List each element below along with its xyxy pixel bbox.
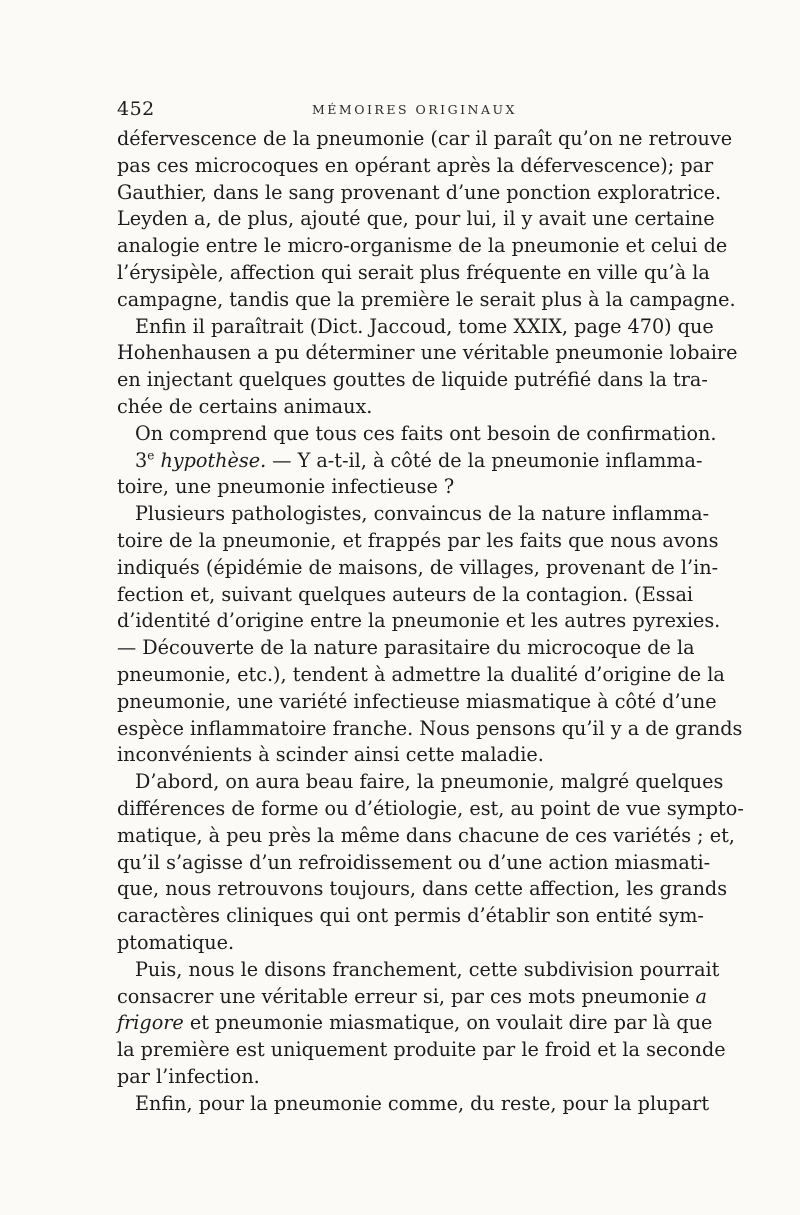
text-segment: et pneumonie miasmatique, on voulait dire par là que bbox=[183, 1011, 713, 1035]
body-text bbox=[117, 126, 744, 1117]
text-line bbox=[117, 1091, 710, 1118]
text-segment: pas ces microcoques en opérant après la défervescence); par bbox=[117, 153, 714, 177]
text-segment: D’abord, on aura beau faire, la pneumonie, malgré quelques bbox=[135, 770, 724, 794]
text-line bbox=[117, 635, 695, 662]
text-line bbox=[117, 180, 722, 207]
page-number: 452 bbox=[117, 98, 155, 120]
text-segment: inconvénients à scinder ainsi cette maladie. bbox=[117, 743, 544, 767]
text-line bbox=[117, 608, 721, 635]
text-line bbox=[117, 448, 703, 475]
text-line bbox=[117, 582, 694, 609]
text-line bbox=[117, 260, 710, 287]
text-segment: chée de certains animaux. bbox=[117, 394, 373, 418]
text-segment: que, nous retrouvons toujours, dans cette affection, les grands bbox=[117, 877, 728, 901]
text-segment: pneumonie, une variété infectieuse miasmatique à côté d’une bbox=[117, 689, 717, 713]
text-segment: espèce inflammatoire franche. Nous pensons qu’il y a de grands bbox=[117, 716, 743, 740]
text-segment: d’identité d’origine entre la pneumonie et les autres pyrexies. bbox=[117, 609, 721, 633]
text-segment: Enfin il paraîtrait (Dict. Jaccoud, tome XXIX, page 470) que bbox=[135, 314, 714, 338]
text-line bbox=[117, 340, 738, 367]
text-segment: toire, une pneumonie infectieuse ? bbox=[117, 475, 455, 499]
text-line bbox=[117, 742, 683, 769]
text-line bbox=[117, 367, 708, 394]
running-head: MÉMOIRES ORIGINAUX bbox=[312, 102, 517, 117]
text-segment: différences de forme ou d’étiologie, est, au point de vue sympto- bbox=[117, 796, 744, 820]
text-line bbox=[117, 1010, 713, 1037]
text-segment: la première est uniquement produite par le froid et la seconde bbox=[117, 1038, 726, 1062]
text-line bbox=[117, 796, 744, 823]
text-segment: Puis, nous le disons franchement, cette subdivision pourrait bbox=[135, 957, 720, 981]
text-line bbox=[117, 984, 707, 1011]
text-line bbox=[117, 957, 720, 984]
text-line bbox=[117, 153, 714, 180]
text-line bbox=[117, 930, 683, 957]
text-segment: a bbox=[695, 984, 707, 1008]
text-line bbox=[117, 1037, 726, 1064]
text-segment: indiqués (épidémie de maisons, de villages, provenant de l’in- bbox=[117, 555, 719, 579]
text-line bbox=[117, 501, 710, 528]
text-segment: toire de la pneumonie, et frappés par les faits que nous avons bbox=[117, 528, 719, 552]
text-segment: — Y a-t-il, à côté de la pneumonie inflamma- bbox=[266, 448, 703, 472]
page-header bbox=[117, 98, 684, 124]
text-segment: ptomatique. bbox=[117, 930, 235, 954]
text-line bbox=[117, 1064, 683, 1091]
text-segment: e bbox=[147, 448, 155, 463]
text-line bbox=[117, 850, 711, 877]
text-line bbox=[117, 287, 736, 314]
text-line bbox=[117, 206, 715, 233]
text-segment: Plusieurs pathologistes, convaincus de la nature inflamma- bbox=[135, 502, 710, 526]
text-segment: consacrer une véritable erreur si, par ces mots pneumonie bbox=[117, 984, 696, 1008]
text-line bbox=[117, 421, 717, 448]
text-segment: l’érysipèle, affection qui serait plus fréquente en ville qu’à la bbox=[117, 260, 710, 284]
text-segment: 3 bbox=[135, 448, 148, 472]
text-segment: Leyden a, de plus, ajouté que, pour lui, il y avait une certaine bbox=[117, 207, 715, 231]
text-segment: — Découverte de la nature parasitaire du microcoque de la bbox=[117, 636, 695, 660]
text-segment: frigore bbox=[117, 1011, 184, 1035]
text-line bbox=[117, 314, 714, 341]
text-segment: Gauthier, dans le sang provenant d’une ponction exploratrice. bbox=[117, 180, 722, 204]
text-segment: Hohenhausen a pu déterminer une véritable pneumonie lobaire bbox=[117, 341, 738, 365]
text-segment: pneumonie, etc.), tendent à admettre la dualité d’origine de la bbox=[117, 662, 725, 686]
text-line bbox=[117, 716, 743, 743]
text-segment: analogie entre le micro-organisme de la pneumonie et celui de bbox=[117, 234, 728, 258]
text-segment: qu’il s’agisse d’un refroidissement ou d’une action miasmati- bbox=[117, 850, 711, 874]
text-segment: fection et, suivant quelques auteurs de la contagion. (Essai bbox=[117, 582, 694, 606]
text-line bbox=[117, 876, 728, 903]
text-line bbox=[117, 233, 728, 260]
text-line bbox=[117, 555, 719, 582]
text-segment: campagne, tandis que la première le serait plus à la campagne. bbox=[117, 287, 736, 311]
text-line bbox=[117, 126, 733, 153]
text-segment: par l’infection. bbox=[117, 1064, 260, 1088]
text-segment: défervescence de la pneumonie (car il paraît qu’on ne retrouve bbox=[117, 127, 733, 150]
text-segment: hypothèse. bbox=[160, 448, 267, 472]
text-line bbox=[117, 528, 719, 555]
text-line bbox=[117, 689, 717, 716]
text-line bbox=[117, 769, 724, 796]
text-segment: caractères cliniques qui ont permis d’établir son entité sym- bbox=[117, 904, 704, 928]
text-segment: On comprend que tous ces faits ont besoin de confirmation. bbox=[135, 421, 717, 445]
text-line bbox=[117, 662, 725, 689]
text-line bbox=[117, 903, 704, 930]
text-segment: Enfin, pour la pneumonie comme, du reste, pour la plupart bbox=[135, 1091, 710, 1115]
text-segment: matique, à peu près la même dans chacune de ces variétés ; et, bbox=[117, 823, 735, 847]
text-line bbox=[117, 823, 735, 850]
text-line bbox=[117, 474, 683, 501]
text-segment: en injectant quelques gouttes de liquide putréfié dans la tra- bbox=[117, 368, 708, 392]
text-line bbox=[117, 394, 683, 421]
